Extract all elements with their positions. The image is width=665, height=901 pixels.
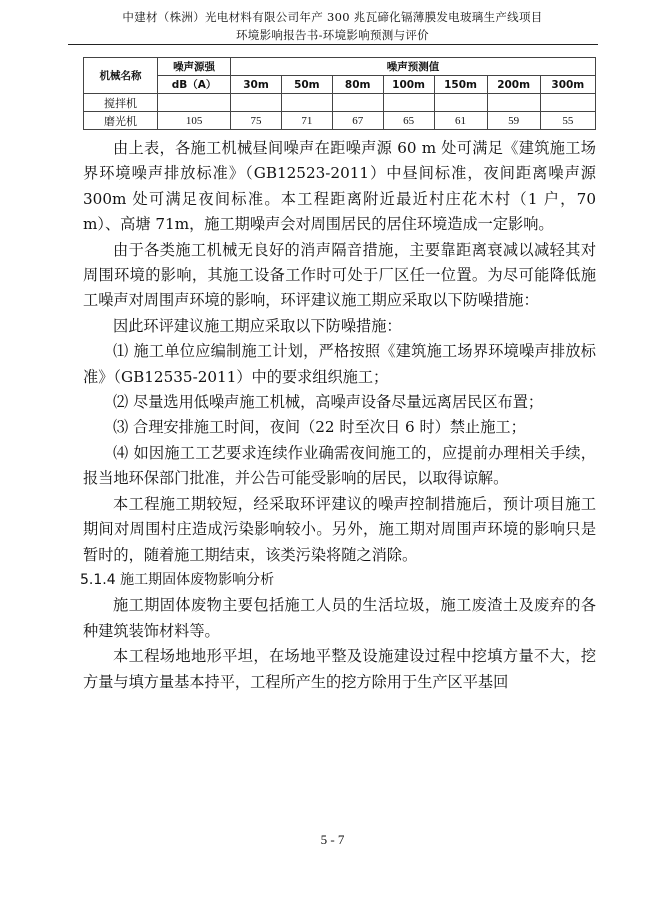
- list-item: ⑶ 合理安排施工时间，夜间（22 时至次日 6 时）禁止施工；: [113, 418, 526, 437]
- col-machine-name: 机械名称: [84, 58, 158, 94]
- machine-name: 搅拌机: [84, 94, 158, 112]
- source-value: 105: [158, 112, 231, 130]
- page-number: 5 - 7: [320, 832, 345, 847]
- header-divider: [68, 44, 598, 45]
- table-subheader-row: [84, 76, 596, 94]
- col-distance: 30m: [231, 76, 282, 94]
- forecast-value: 65: [383, 112, 434, 130]
- list-item: ⑵ 尽量选用低噪声施工机械，高噪声设备尽量远离居民区布置；: [113, 393, 544, 412]
- table-header-row: [84, 58, 596, 76]
- table-row: [84, 94, 596, 112]
- list-item: ⑷ 如因施工工艺要求连续作业确需夜间施工的，应提前办理相关手续，报当地环保部门批准，并公告可能受影响的居民，以取得谅解。: [83, 443, 596, 488]
- table-row: [84, 112, 596, 130]
- forecast-value: 61: [434, 112, 487, 130]
- noise-forecast-table: [83, 57, 596, 130]
- col-source-unit: dB（A）: [158, 76, 231, 94]
- col-distance: 50m: [281, 76, 332, 94]
- machine-name: 磨光机: [84, 112, 158, 130]
- list-item: ⑴ 施工单位应编制施工计划，严格按照《建筑施工场界环境噪声排放标准》（GB12535-2011）中的要求组织施工；: [83, 342, 596, 386]
- section-heading: 5.1.4 施工期固体废物影响分析: [80, 571, 275, 588]
- paragraph-recommendation: 因此环评建议施工期应采取以下防噪措施：: [113, 316, 402, 335]
- col-source-strength: 噪声源强: [158, 58, 231, 76]
- forecast-value: [540, 94, 595, 112]
- col-distance: 300m: [540, 76, 595, 94]
- source-value: [158, 94, 231, 112]
- paragraph-noise-measures-intro: 由于各类施工机械无良好的消声隔音措施，主要靠距离衰减以减轻其对周围环境的影响，其施工设备工作时可处于厂区任一位置。为尽可能降低施工噪声对周围声环境的影响，环评建议施工期应采取以下防噪措施：: [83, 240, 596, 310]
- col-distance: 150m: [434, 76, 487, 94]
- col-distance: 100m: [383, 76, 434, 94]
- header-project-title: 中建材（株洲）光电材料有限公司年产 300 兆瓦碲化镉薄膜发电玻璃生产线项目: [122, 10, 543, 24]
- forecast-value: 55: [540, 112, 595, 130]
- col-distance: 200m: [487, 76, 540, 94]
- page-header: [60, 8, 605, 44]
- paragraph-noise-result: 由上表，各施工机械昼间噪声在距噪声源 60 m 处可满足《建筑施工场界环境噪声排放标准》（GB12523-2011）中昼间标准，夜间距离噪声源 300m 处可满足夜间标准。本工程距离附近最近村庄花木村（1 户，70 m）、高塘 71m，施工期噪声会对周围居民的居住环境造成一定影响。: [83, 139, 596, 234]
- forecast-value: 59: [487, 112, 540, 130]
- col-forecast: 噪声预测值: [231, 58, 596, 76]
- forecast-value: [332, 94, 383, 112]
- forecast-value: [487, 94, 540, 112]
- forecast-value: 75: [231, 112, 282, 130]
- paragraph-solid-waste: 施工期固体废物主要包括施工人员的生活垃圾，施工废渣土及废弃的各种建筑装饰材料等。: [83, 596, 596, 640]
- paragraph-earthwork: 本工程场地地形平坦，在场地平整及设施建设过程中挖填方量不大，挖方量与填方量基本持平，工程所产生的挖方除用于生产区平基回: [83, 647, 596, 691]
- forecast-value: 71: [281, 112, 332, 130]
- forecast-value: [434, 94, 487, 112]
- col-distance: 80m: [332, 76, 383, 94]
- paragraph-noise-conclusion: 本工程施工期较短，经采取环评建议的噪声控制措施后，预计项目施工期间对周围村庄造成污染影响较小。另外，施工期对周围声环境的影响只是暂时的，随着施工期结束，该类污染将随之消除。: [83, 494, 596, 564]
- forecast-value: [383, 94, 434, 112]
- header-report-section: 环境影响报告书-环境影响预测与评价: [236, 28, 429, 42]
- forecast-value: 67: [332, 112, 383, 130]
- body-content: [80, 136, 596, 695]
- forecast-value: [281, 94, 332, 112]
- forecast-value: [231, 94, 282, 112]
